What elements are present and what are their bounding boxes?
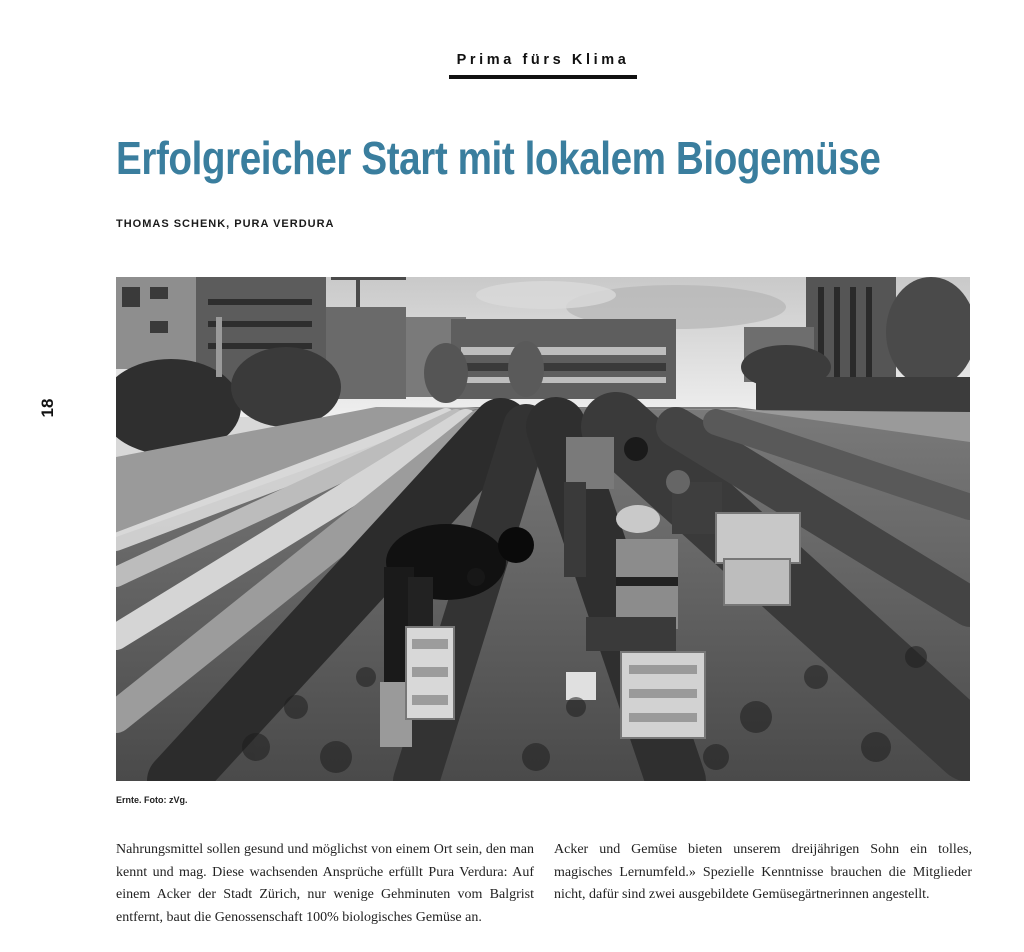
- article-photo: [116, 277, 970, 781]
- harvest-field-photo: [116, 277, 970, 781]
- section-kicker: Prima fürs Klima: [456, 52, 630, 68]
- article-title: Erfolgreicher Start mit lokalem Biogemüse: [116, 132, 881, 184]
- page-number: 18: [38, 398, 57, 418]
- article-byline: THOMAS SCHENK, PURA VERDURA: [116, 218, 335, 230]
- article-column-right: Acker und Gemüse bieten unserem dreijährigen Sohn ein tolles, magisches Lernumfeld.» Spezielle Kenntnisse brauchen die Mitglieder nicht, dafür sind zwei ausgebildete Gemüsegärtnerinnen angestellt.: [554, 842, 972, 902]
- photo-caption: Ernte. Foto: zVg.: [116, 795, 188, 805]
- kicker-underline: [449, 75, 637, 79]
- article-column-left: Nahrungsmittel sollen gesund und möglichst von einem Ort sein, den man kennt und mag. Diese wachsenden Ansprüche erfüllt Pura Verdura: Auf einem Acker der Stadt Zürich, nur wenige Gehminuten vom Balgrist entfernt, baut die Genossenschaft 100% biologisches Gemüse an.: [116, 842, 534, 925]
